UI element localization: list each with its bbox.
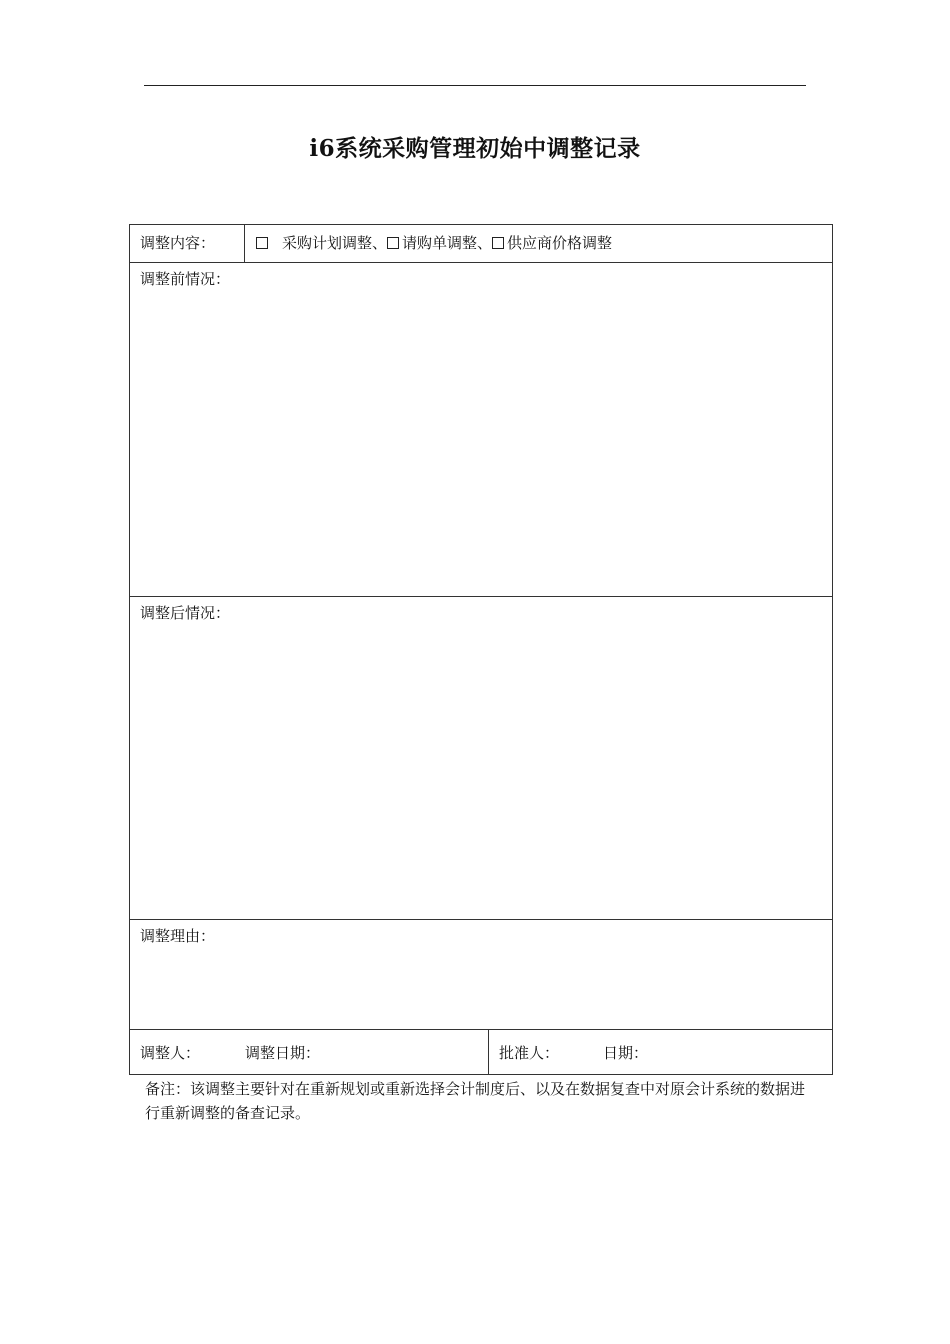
- approver-label: 批准人：: [499, 1044, 560, 1062]
- adjustment-reason-label: 调整理由：: [140, 927, 216, 945]
- purchase-plan-option-label: 采购计划调整、: [282, 234, 388, 252]
- signature-row-divider: [488, 1030, 489, 1075]
- purchase-plan-checkbox[interactable]: [256, 237, 268, 249]
- adjustment-options: [256, 234, 612, 252]
- requisition-option-label: 请购单调整、: [402, 234, 493, 252]
- document-title: i6系统采购管理初始中调整记录: [309, 135, 641, 162]
- footnote: 备注：该调整主要针对在重新规划或重新选择会计制度后、以及在数据复查中对原会计系统的数据进行重新调整的备查记录。: [145, 1080, 806, 1122]
- adjust-date-label: 调整日期：: [245, 1044, 321, 1062]
- after-adjustment-label: 调整后情况：: [140, 604, 231, 622]
- adjustment-content-row: [130, 225, 832, 262]
- signature-row: [130, 1029, 832, 1074]
- before-adjustment-section[interactable]: [130, 262, 832, 596]
- adjustment-content-label: 调整内容：: [140, 234, 216, 252]
- before-adjustment-label: 调整前情况：: [140, 270, 231, 288]
- content-row-divider: [244, 225, 245, 262]
- adjuster-label: 调整人：: [140, 1044, 201, 1062]
- adjustment-reason-section[interactable]: [130, 919, 832, 1029]
- supplier-price-checkbox[interactable]: [492, 237, 504, 249]
- adjustment-record-form: [129, 224, 833, 1075]
- approval-date-label: 日期：: [603, 1044, 649, 1062]
- supplier-price-option-label: 供应商价格调整: [507, 234, 613, 252]
- requisition-checkbox[interactable]: [387, 237, 399, 249]
- header-rule: [144, 85, 806, 86]
- after-adjustment-section[interactable]: [130, 596, 832, 919]
